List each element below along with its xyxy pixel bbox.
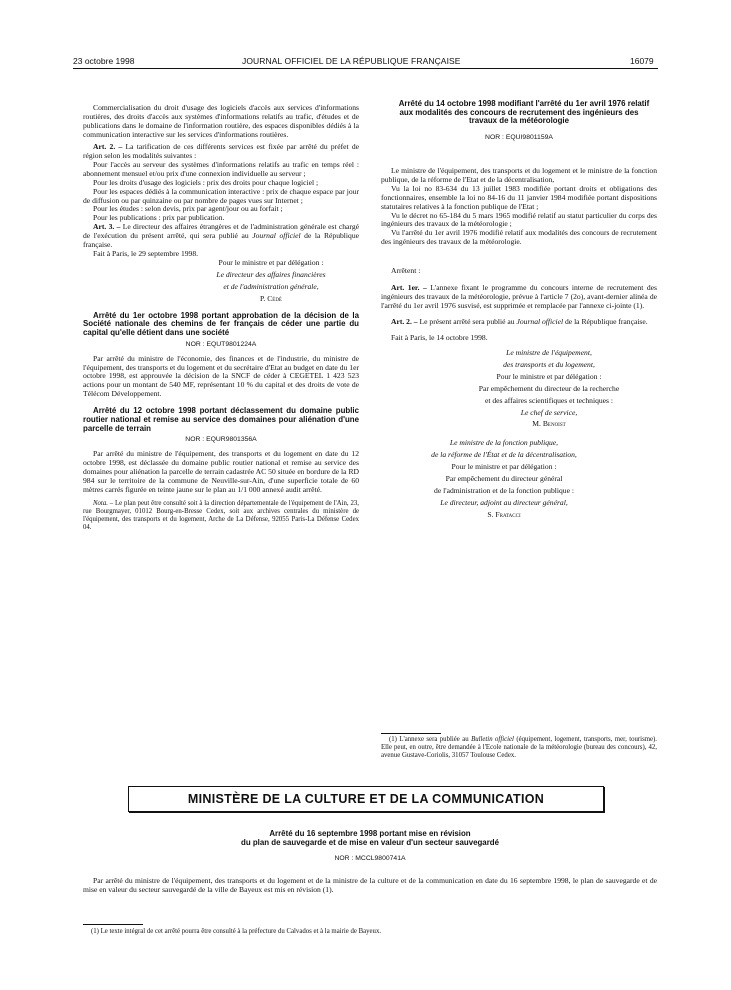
footnote-text-end: (équipement, logement, transports, mer, tourisme). Elle peut, en outre, être demandée à l'Ecole nationale de la météorologie (bureau des concours), 42, avenue Gustave-Coriolis, 31057 Toulouse Cedex. (381, 736, 657, 760)
nor-reference: NOR : EQUI9801159A (485, 133, 553, 141)
signature-line: Pour le ministre et par délégation : (218, 258, 324, 268)
tarif-item: Pour les études : selon devis, prix par agent/jour ou au forfait ; (93, 204, 283, 214)
art2-text: Le présent arrêté sera publié au (419, 317, 515, 327)
fait-a-paris: Fait à Paris, le 14 octobre 1998. (391, 333, 488, 343)
signature-line: Le ministre de la fonction publique, (449, 438, 559, 448)
visa-paragraph: Vu l'arrêté du 1er avril 1976 modifié relatif aux modalités des concours de recrutement des ingénieurs des travaux de la météorologie. (381, 228, 657, 247)
art2-text: La tarification de ces différents services est fixée par arrêté du préfet de région selon les modalités suivantes : (83, 141, 359, 160)
signature-line: Le chef de service, (520, 407, 578, 417)
signature-line: de la réforme de l'État et de la décentralisation, (431, 450, 577, 460)
nor-reference: NOR : EQUT9801224A (185, 340, 257, 348)
bottom-footnote-text: (1) Le texte intégral de cet arrêté pourra être consulté à la préfecture du Calvados et à la mairie de Bayeux. (91, 928, 382, 935)
art2-label: Art. 2. – (391, 317, 418, 327)
bottom-title (83, 830, 657, 847)
bulletin-officiel-ref: Bulletin officiel (471, 736, 514, 743)
signature-block (381, 439, 617, 519)
signature-line: Le directeur des affaires financières (216, 270, 326, 280)
signature-line: Par empêchement du directeur de la recherche (478, 383, 620, 393)
art3-text-end: de la République française. (83, 231, 359, 250)
signature-line: Pour le ministre et par délégation : (496, 371, 602, 381)
right-column (381, 100, 657, 523)
journal-officiel-ref: Journal officiel (252, 231, 301, 241)
signature-line: Le ministre de l'équipement, (506, 348, 592, 358)
signature-block (431, 349, 657, 429)
ministry-banner: MINISTÈRE DE LA CULTURE ET DE LA COMMUNICATION (128, 786, 604, 812)
signature-line: Pour le ministre et par délégation : (451, 462, 557, 472)
signature-line: de l'administration et de la fonction publique : (434, 486, 574, 495)
nota-label: Nota. (93, 499, 108, 507)
page-number: 16079 (630, 56, 654, 66)
arrete-title: Arrêté du 1er octobre 1998 portant approbation de la décision de la Société nationale des chemins de fer français de céder une partie du capital qu'elle détient dans une société (83, 310, 359, 338)
header-date: 23 octobre 1998 (73, 56, 135, 66)
signatory-name: S. Fratacci (487, 509, 521, 519)
art3-text: Le directeur des affaires étrangères et de l'administration générale est chargé de l'exécution du présent arrêté, qui sera publié au (83, 222, 359, 241)
nota-text: – Le plan peut être consulté soit à la direction départementale de l'équipement de l'Ain, 23, rue Bourgmayer, 01012 Bourg-en-Bresse Cedex, soit aux archives centrales du ministère de l'équipement, des transports et du logement, Arche de La Défense, 92055 Paris-La Défense Cedex 04. (83, 499, 359, 532)
nor-reference: NOR : EQUR9801356A (185, 436, 257, 444)
signature-block (173, 259, 359, 304)
arrete-title: Arrêté du 12 octobre 1998 portant déclassement du domaine public routier national et remise au service des domaines pour aliénation d'une parcelle de terrain (83, 406, 359, 433)
journal-officiel-ref: Journal officiel (516, 317, 564, 327)
art1-label: Art. 1er. – (391, 283, 427, 293)
signatory-name: P. Cédé (260, 293, 282, 303)
fait-a-paris: Fait à Paris, le 29 septembre 1998. (93, 249, 199, 259)
art1-text: L'annexe fixant le programme du concours interne de recrutement des ingénieurs des travaux de la météorologie, prévue à l'article 7 (2o), avant-dernier alinéa de l'arrêté du 1er avril 1976 susvisé, est supprimée et remplacée par l'annexe ci-jointe (1). (381, 283, 657, 311)
signature-line: Par empêchement du directeur général (445, 474, 563, 484)
right-footnote (381, 736, 657, 761)
journal-title: JOURNAL OFFICIEL DE LA RÉPUBLIQUE FRANÇAISE (242, 56, 461, 66)
footnote-rule (381, 733, 441, 734)
article-2 (381, 318, 657, 327)
signature-line: des transports et du logement, (503, 359, 595, 369)
tarif-item: Pour les droits d'usage des logiciels : prix des droits pour chaque logiciel ; (93, 177, 319, 187)
bottom-title-line: du plan de sauvegarde et de mise en valeur d'un secteur sauvegardé (241, 837, 499, 847)
bottom-footnote-rule (83, 924, 143, 925)
header-rule (73, 68, 658, 69)
visa-paragraph: Le ministre de l'équipement, des transports et du logement et le ministre de la fonction publique, de la réforme de l'Etat et de la décentralisation, (381, 165, 657, 184)
left-column (83, 104, 359, 536)
footnote-text: (1) L'annexe sera publiée au (389, 736, 469, 743)
tarif-item: Pour les publications : prix par publication. (93, 213, 225, 223)
art2-label: Art. 2. – (93, 141, 123, 151)
signatory-name: M. Benoist (532, 419, 566, 429)
art2-text-end: de la République française. (565, 317, 648, 327)
tarif-item: Pour l'accès au serveur des systèmes d'informations relatifs au trafic en temps réel : abonnement mensuel et/ou prix d'une connexion individuelle au serveur ; (83, 159, 359, 178)
article-2 (83, 143, 359, 161)
nota-paragraph (83, 500, 359, 533)
bottom-text (83, 877, 657, 898)
bottom-footnote (83, 928, 657, 936)
signature-line: et des affaires scientifiques et techniques : (484, 395, 614, 405)
art3-label: Art. 3. – (93, 222, 121, 232)
arrete-text: Par arrêté du ministre de l'économie, des finances et de l'industrie, du ministre de l'équipement, des transports et du logement et du secrétaire d'Etat au budget en date du 1er octobre 1998, est approuvée la décision de la SNCF de céder à CEGETEL 1 423 523 actions pour un montant de 540 MF, représentant 10 % du capital et des droits de vote de Télécom Développement. (83, 353, 359, 399)
article-1 (381, 284, 657, 311)
arretent: Arrêtent : (391, 266, 421, 276)
tarif-item: Pour les espaces dédiés à la communication interactive : prix de chaque espace par jour de diffusion ou par quinzaine ou par nombre de pages vues sur Internet ; (83, 186, 359, 205)
bottom-paragraph: Par arrêté du ministre de l'équipement, des transports et du logement et de la ministre de la culture et de la communication en date du 16 septembre 1998, le plan de sauvegarde et de mise en valeur du secteur sauvegardé de la ville de Bayeux est mis en révision (1). (83, 876, 657, 894)
visa-paragraph: Vu le décret no 65-184 du 5 mars 1965 modifié relatif au statut particulier du corps des ingénieurs des travaux de la météorologie ; (381, 210, 657, 229)
arrete-text: Par arrêté du ministre de l'équipement, des transports et du logement en date du 12 octobre 1998, est déclassée du domaine public routier national et remise au service des domaines pour aliénation la parcelle de terrain cadastrée AC 50 située en bordure de la RD 984 sur le territoire de la commune de Neuville-sur-Ain, d'une superficie totale de 60 mètres carrés figurée en teinte jaune sur le plan au 1/1 000 annexé audit arrêté. (83, 449, 359, 494)
intro-paragraph: Commercialisation du droit d'usage des logiciels d'accès aux services d'informations routières, des droits d'accès aux systèmes d'informations relatifs au trafic, d'études et de publications dans le domaine de l'information routière, des espaces disponibles dédiés à la communication interactive sur les services d'informations routières. (83, 103, 359, 139)
nor-reference: NOR : MCCL9800741A (334, 855, 406, 862)
visa-paragraph: Vu la loi no 83-634 du 13 juillet 1983 modifiée portant droits et obligations des fonctionnaires, ensemble la loi no 84-16 du 11 janvier 1984 modifiée portant dispositions statutaires relatives à la fonction publique de l'Etat ; (381, 183, 657, 211)
arrete-title: Arrêté du 14 octobre 1998 modifiant l'arrêté du 1er avril 1976 relatif aux modalités des concours de recrutement des ingénieurs des travaux de la météorologie (398, 99, 650, 126)
signature-line: et de l'administration générale, (223, 282, 319, 292)
article-3 (83, 223, 359, 250)
bottom-title-line: Arrêté du 16 septembre 1998 portant mise en révision (269, 829, 471, 838)
signature-line: Le directeur, adjoint au directeur général, (440, 497, 568, 507)
